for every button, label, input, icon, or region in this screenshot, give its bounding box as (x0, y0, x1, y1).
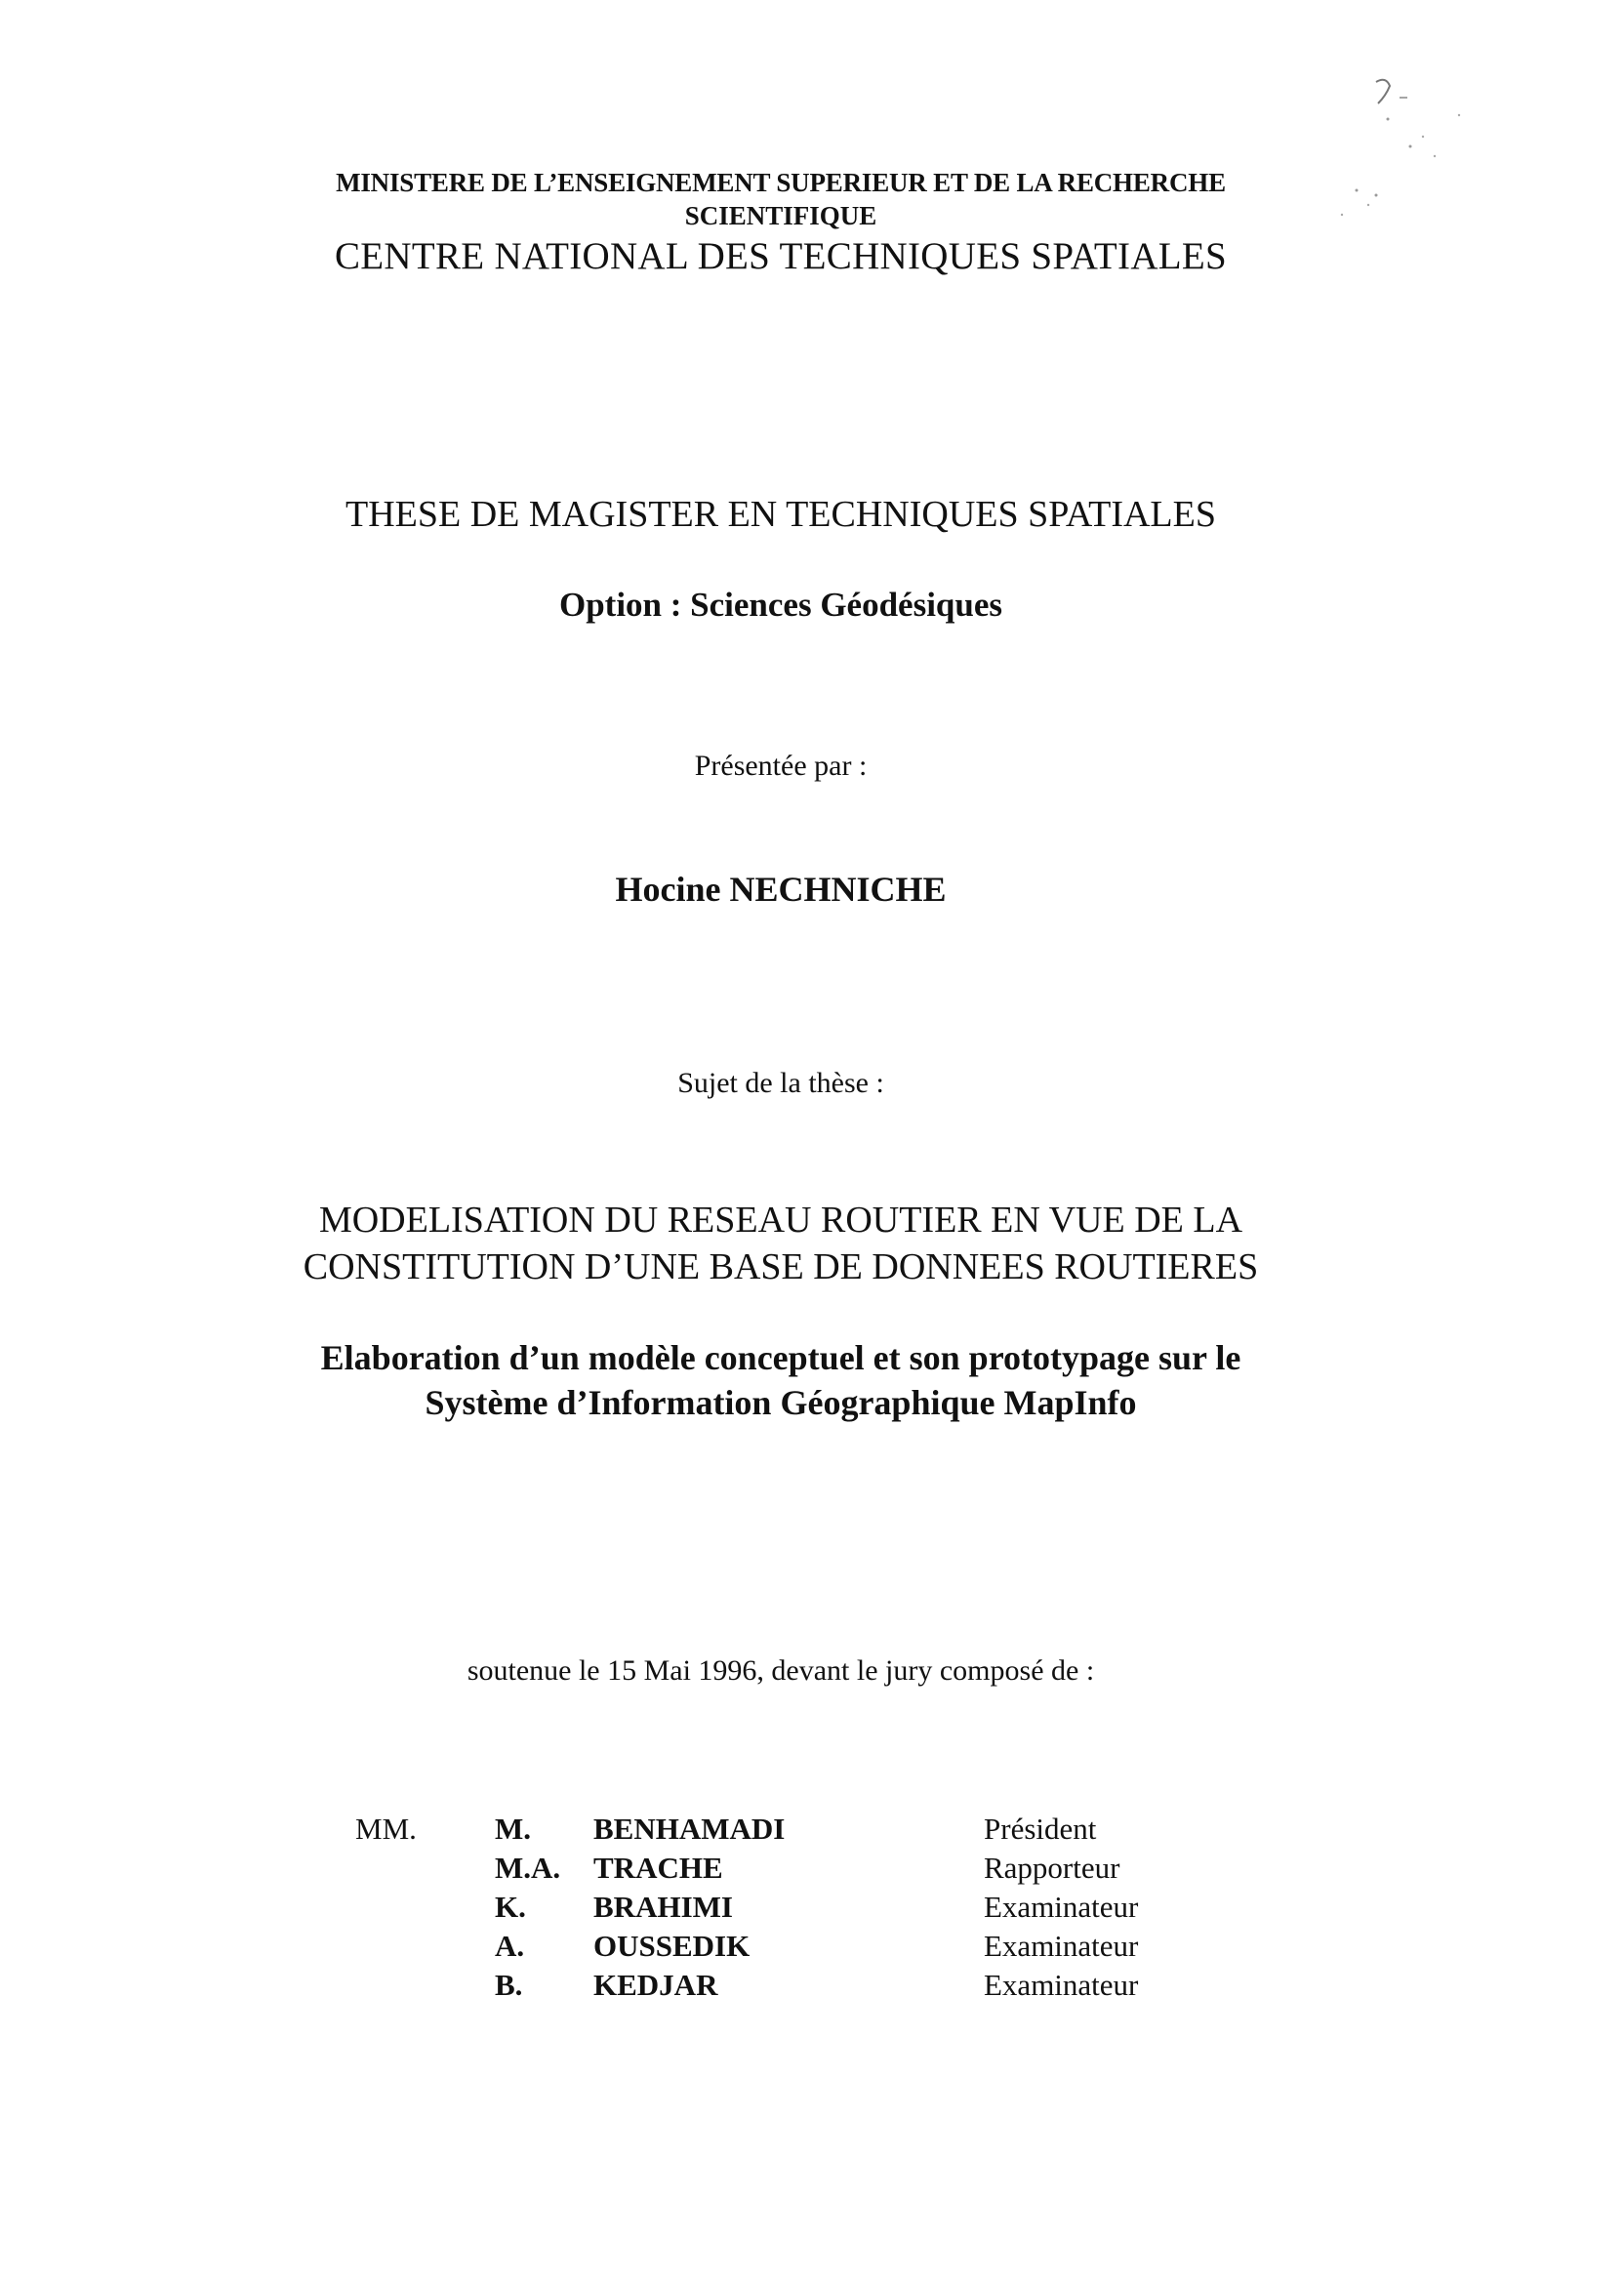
jury-member (0, 1890, 1562, 1929)
jury-member (0, 1968, 1562, 2007)
presented-by-label: Présentée par : (694, 750, 868, 782)
institution-name: CENTRE NATIONAL DES TECHNIQUES SPATIALES (334, 235, 1228, 277)
subject-title-line1: MODELISATION DU RESEAU ROUTIER EN VUE DE LA (318, 1200, 1243, 1241)
thesis-title: THESE DE MAGISTER EN TECHNIQUES SPATIALES (345, 494, 1216, 535)
jury-member-surname: TRACHE (593, 1851, 723, 1885)
jury-member-initial: B. (495, 1968, 523, 2002)
jury-member-initial: A. (495, 1929, 525, 1963)
ministry-name-line1: MINISTERE DE L’ENSEIGNEMENT SUPERIEUR ET DE LA RECHERCHE (336, 168, 1226, 197)
subject-label: Sujet de la thèse : (677, 1067, 884, 1099)
jury-member-surname: BRAHIMI (593, 1890, 733, 1924)
subject-subtitle-line1: Elaboration d’un modèle conceptuel et son prototypage sur le (320, 1338, 1241, 1377)
jury-member (0, 1812, 1562, 1851)
jury-member-role: Examinateur (984, 1890, 1139, 1924)
jury-member-initial: M. (495, 1812, 532, 1846)
jury-member-surname: KEDJAR (593, 1968, 718, 2002)
jury-member-surname: BENHAMADI (593, 1812, 786, 1846)
jury-member (0, 1851, 1562, 1890)
defense-statement: soutenue le 15 Mai 1996, devant le jury composé de : (467, 1654, 1095, 1687)
jury-member-role: Président (984, 1812, 1097, 1846)
jury-prefix: MM. (355, 1812, 417, 1846)
subject-subtitle-line2: Système d’Information Géographique MapInfo (425, 1383, 1137, 1422)
subject-title-line2: CONSTITUTION D’UNE BASE DE DONNEES ROUTIERES (303, 1246, 1259, 1287)
jury-member-role: Examinateur (984, 1929, 1139, 1963)
jury-member-initial: K. (495, 1890, 526, 1924)
jury-member-role: Examinateur (984, 1968, 1139, 2002)
thesis-option: Option : Sciences Géodésiques (558, 586, 1003, 624)
jury-member (0, 1929, 1562, 1968)
jury-member-role: Rapporteur (984, 1851, 1120, 1885)
author-name: Hocine NECHNICHE (615, 870, 947, 909)
ministry-name-line2: SCIENTIFIQUE (684, 201, 877, 230)
jury-member-initial: M.A. (495, 1851, 561, 1885)
jury-member-surname: OUSSEDIK (593, 1929, 751, 1963)
scan-marks (1298, 68, 1513, 234)
